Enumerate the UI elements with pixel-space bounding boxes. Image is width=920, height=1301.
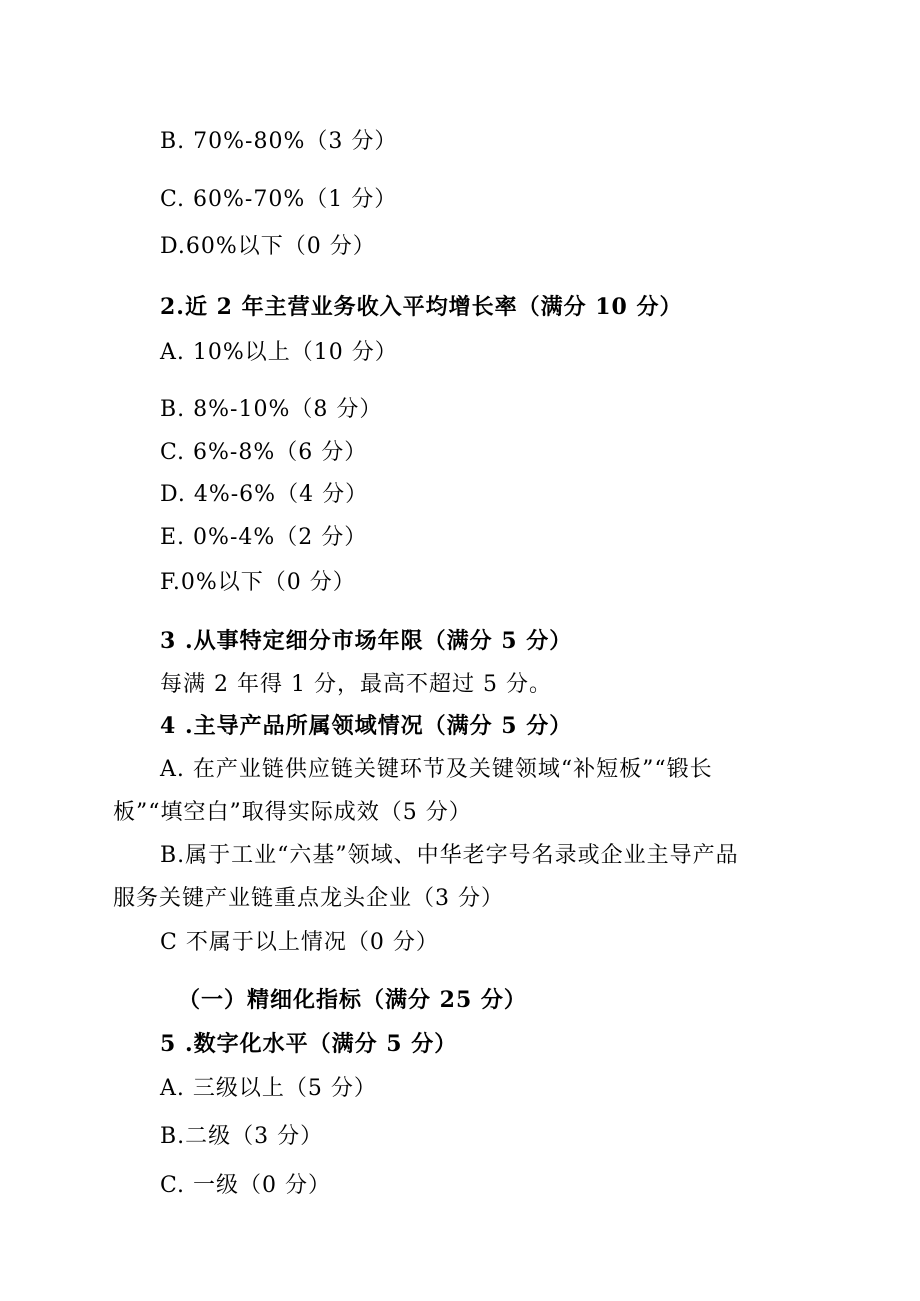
heading-product-domain: 4 .主导产品所属领域情况（满分 5 分） — [160, 713, 573, 739]
option-a-above-10: A. 10%以上（10 分） — [160, 340, 398, 365]
option-c-none: C 不属于以上情况（0 分） — [160, 930, 439, 955]
heading-market-years: 3 .从事特定细分市场年限（满分 5 分） — [160, 628, 573, 654]
option-b-8-10: B. 8%-10%（8 分） — [160, 397, 383, 422]
option-d-below-60: D.60%以下（0 分） — [160, 234, 376, 259]
option-f-below-0: F.0%以下（0 分） — [160, 570, 356, 595]
option-b-line1: B.属于工业“六基”领域、中华老字号名录或企业主导产品 — [160, 843, 739, 868]
heading-refinement-indicators: （一）精细化指标（满分 25 分） — [178, 987, 527, 1013]
heading-digitalization: 5 .数字化水平（满分 5 分） — [160, 1031, 458, 1057]
option-e-0-4: E. 0%-4%（2 分） — [160, 525, 368, 550]
option-a-level3: A. 三级以上（5 分） — [160, 1076, 377, 1101]
heading-revenue-growth: 2.近 2 年主营业务收入平均增长率（满分 10 分） — [160, 294, 683, 320]
option-b-70-80: B. 70%-80%（3 分） — [160, 129, 398, 154]
option-a-line1: A. 在产业链供应链关键环节及关键领域“补短板”“锻长 — [160, 757, 713, 782]
market-years-rule: 每满 2 年得 1 分，最高不超过 5 分。 — [160, 672, 552, 697]
option-b-level2: B.二级（3 分） — [160, 1124, 324, 1149]
option-c-level1: C. 一级（0 分） — [160, 1173, 332, 1198]
option-c-6-8: C. 6%-8%（6 分） — [160, 440, 368, 465]
option-c-60-70: C. 60%-70%（1 分） — [160, 187, 398, 212]
option-b-line2: 服务关键产业链重点龙头企业（3 分） — [113, 886, 504, 911]
option-a-line2: 板”“填空白”取得实际成效（5 分） — [113, 800, 472, 825]
option-d-4-6: D. 4%-6%（4 分） — [160, 482, 369, 507]
